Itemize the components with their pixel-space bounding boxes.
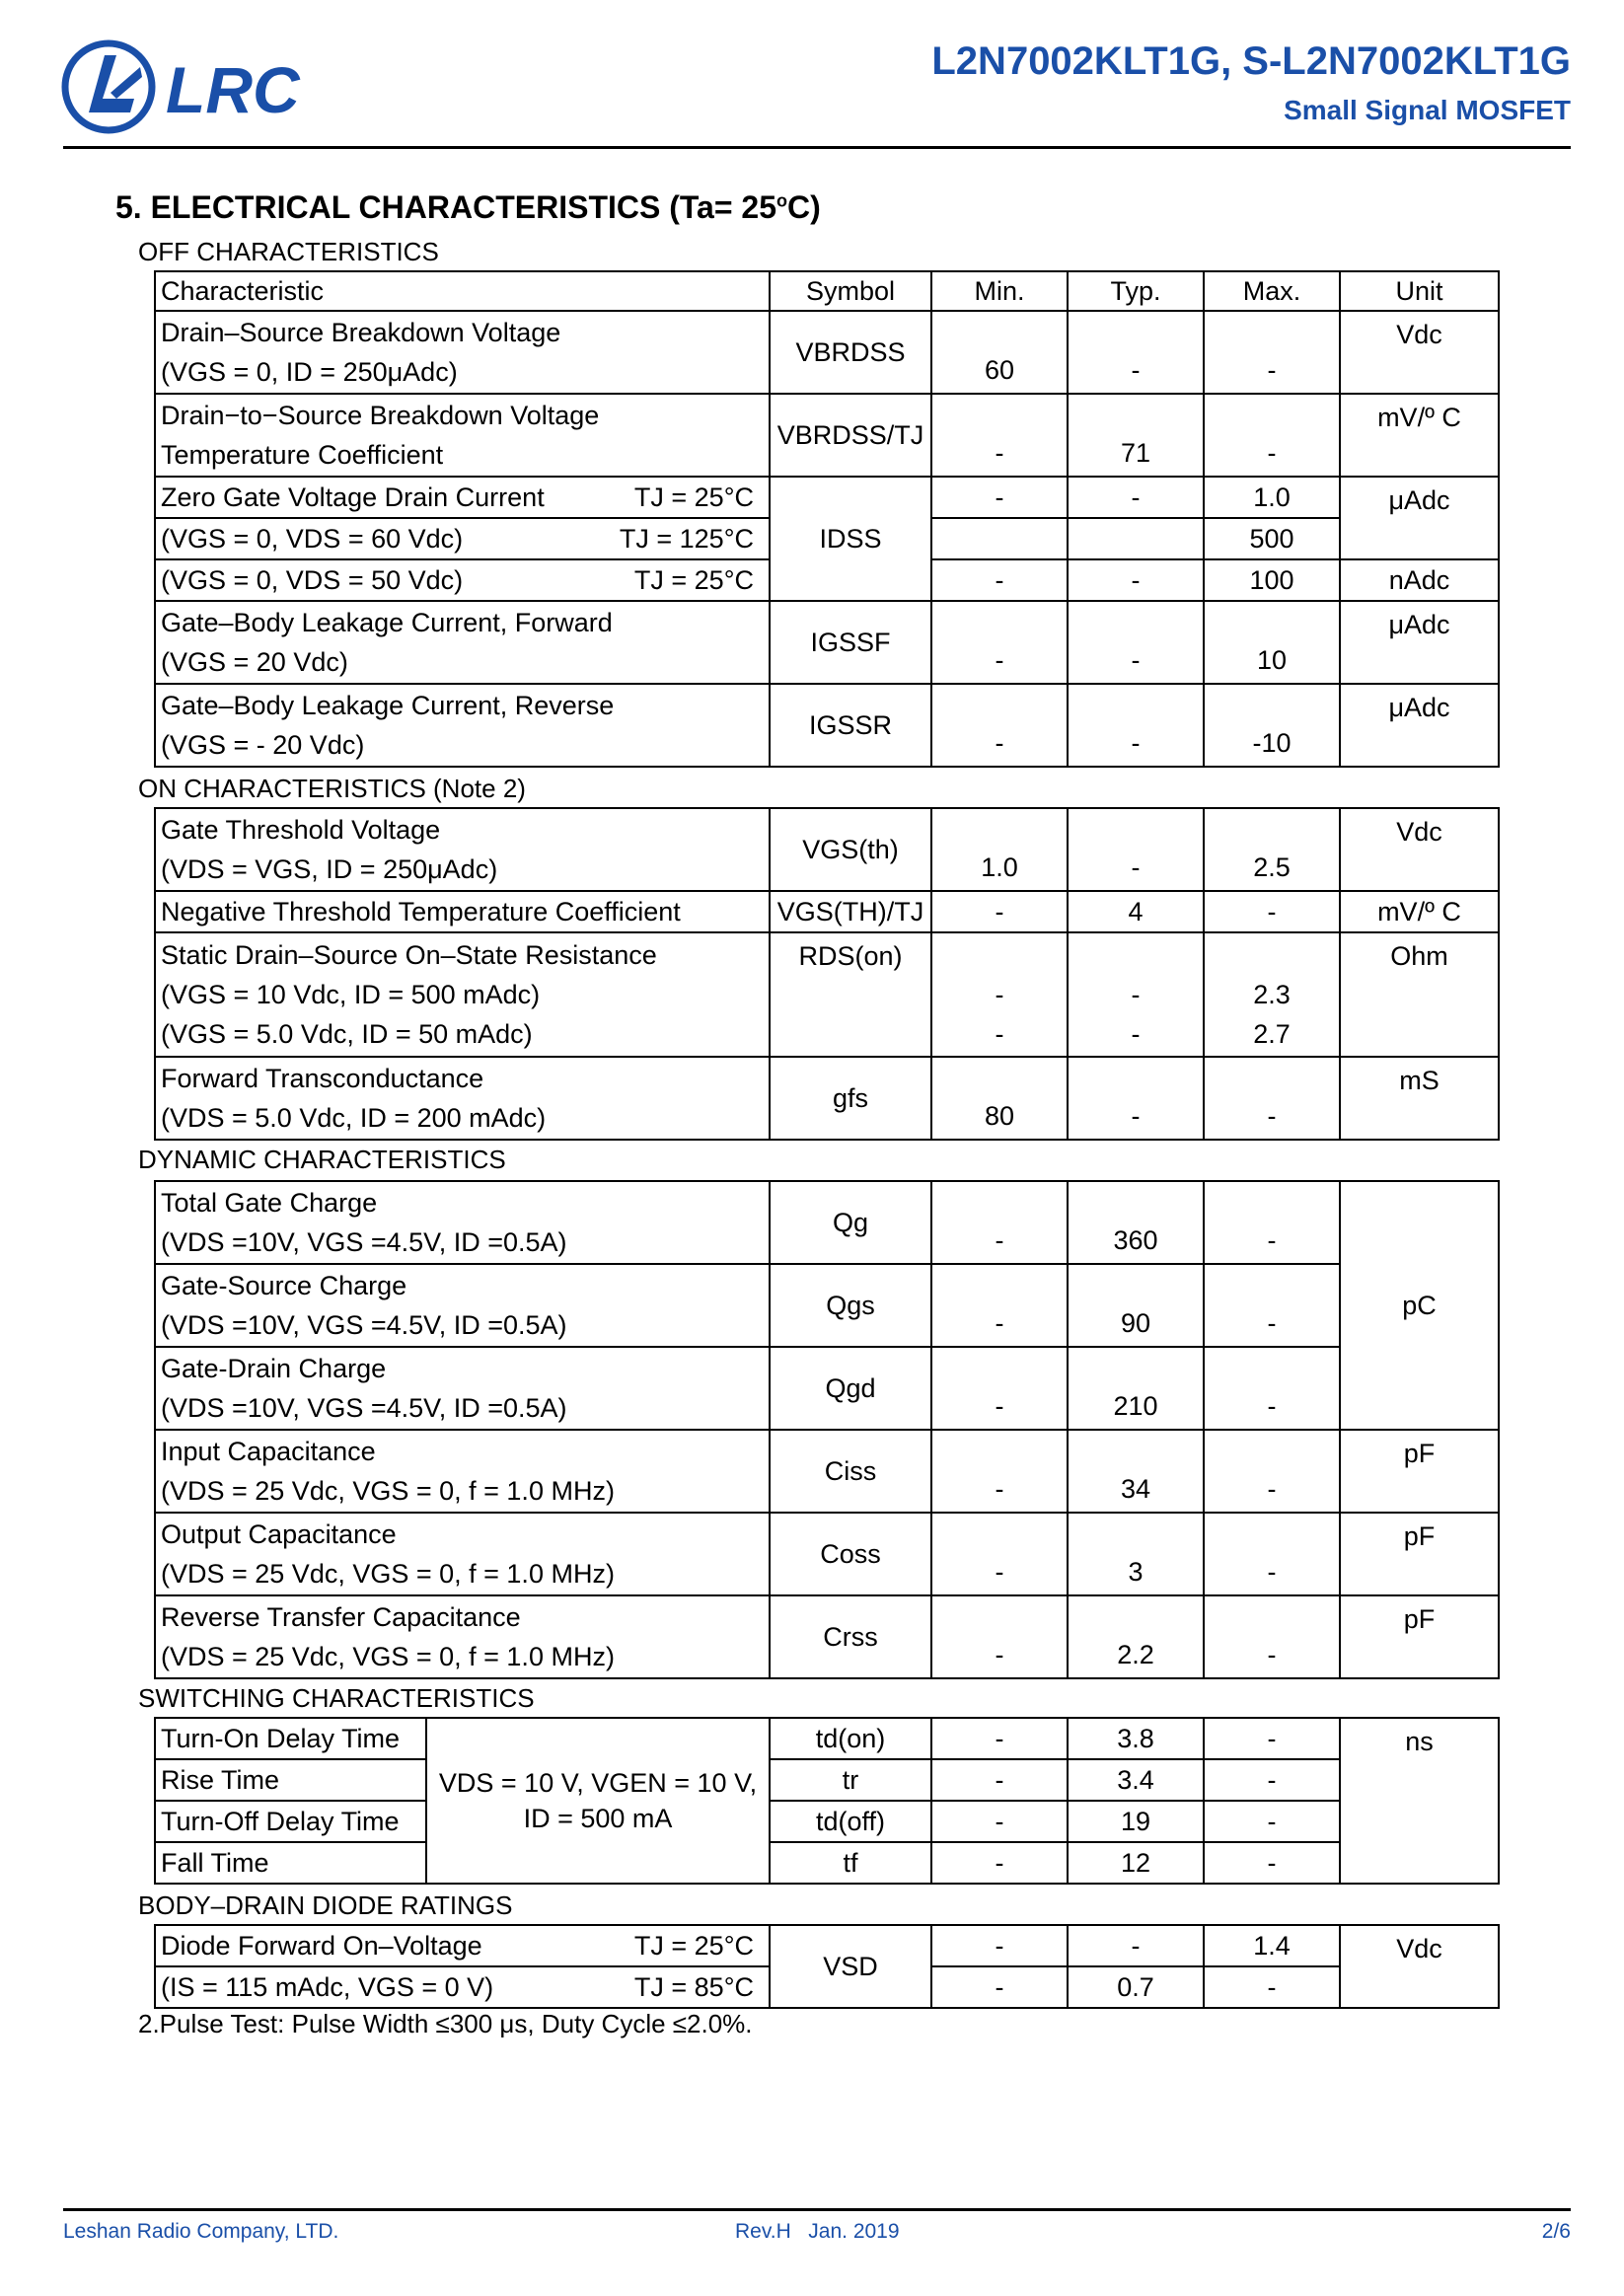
min-cell: - [931,1801,1068,1842]
max-cell: 2.3 2.7 [1204,932,1340,1057]
min-cell: - [931,1595,1068,1678]
max-cell: 1.0 [1204,477,1340,518]
col-header-typ: Typ. [1068,271,1204,311]
symbol-cell: td(off) [770,1801,931,1842]
symbol-cell: VGS(th) [770,808,931,891]
min-cell: 80 [931,1057,1068,1140]
symbol-cell: RDS(on) [770,932,931,1057]
characteristic-cell: Gate Threshold Voltage (VDS = VGS, ID = 250μAdc) [155,808,770,891]
table-row [155,1057,1499,1140]
footer-company: Leshan Radio Company, LTD. [63,2220,339,2243]
part-number-title: L2N7002KLT1G, S-L2N7002KLT1G [931,39,1571,83]
dynamic-characteristics-table [154,1180,1500,1679]
symbol-cell: VBRDSS [770,311,931,394]
typ-cell: 2.2 [1068,1595,1204,1678]
col-header-min: Min. [931,271,1068,311]
characteristic-cell: Static Drain–Source On–State Resistance (VGS = 10 Vdc, ID = 500 mAdc) (VGS = 5.0 Vdc, ID = 50 mAdc) [155,932,770,1057]
table-row [155,1718,1499,1759]
typ-cell: 12 [1068,1842,1204,1884]
max-cell: -10 [1204,684,1340,767]
characteristic-cell: Turn-Off Delay Time [155,1801,426,1842]
characteristic-cell: Zero Gate Voltage Drain Current TJ = 25°C [155,477,770,518]
typ-cell: 4 [1068,891,1204,932]
unit-cell: μAdc [1340,601,1499,684]
min-cell: - - [931,932,1068,1057]
max-cell: - [1204,1264,1340,1347]
symbol-cell: gfs [770,1057,931,1140]
characteristic-cell: Total Gate Charge (VDS =10V, VGS =4.5V, ID =0.5A) [155,1181,770,1264]
off-characteristics-table [154,270,1500,768]
typ-cell: 3 [1068,1513,1204,1595]
col-header-characteristic: Characteristic [155,271,770,311]
typ-cell: - [1068,1925,1204,1966]
unit-cell: pF [1340,1595,1499,1678]
table-row [155,808,1499,891]
table-row [155,1759,1499,1801]
pulse-test-note: 2.Pulse Test: Pulse Width ≤300 μs, Duty Cycle ≤2.0%. [138,2009,753,2038]
characteristic-cell: Output Capacitance (VDS = 25 Vdc, VGS = 0, f = 1.0 MHz) [155,1513,770,1595]
min-cell: - [931,1264,1068,1347]
min-cell: - [931,1181,1068,1264]
header-divider [63,146,1571,149]
table-row [155,1842,1499,1884]
group-label-diode: BODY–DRAIN DIODE RATINGS [138,1890,513,1920]
logo-text: LRC [166,53,300,126]
characteristic-cell: Gate–Body Leakage Current, Reverse (VGS = - 20 Vdc) [155,684,770,767]
unit-cell: Ohm [1340,932,1499,1057]
part-subtitle: Small Signal MOSFET [1284,95,1571,125]
symbol-cell: Qg [770,1181,931,1264]
characteristic-cell: Gate–Body Leakage Current, Forward (VGS = 20 Vdc) [155,601,770,684]
characteristic-cell: Reverse Transfer Capacitance (VDS = 25 Vdc, VGS = 0, f = 1.0 MHz) [155,1595,770,1678]
table-row [155,1925,1499,1966]
min-cell: 1.0 [931,808,1068,891]
max-cell: - [1204,311,1340,394]
symbol-cell: Crss [770,1595,931,1678]
symbol-cell: td(on) [770,1718,931,1759]
typ-cell: 210 [1068,1347,1204,1430]
characteristic-cell: (VGS = 0, VDS = 50 Vdc) TJ = 25°C [155,559,770,601]
min-cell: - [931,1430,1068,1513]
max-cell: - [1204,1842,1340,1884]
max-cell: - [1204,1801,1340,1842]
characteristic-cell: Drain–Source Breakdown Voltage (VGS = 0, ID = 250μAdc) [155,311,770,394]
col-header-unit: Unit [1340,271,1499,311]
symbol-cell: tr [770,1759,931,1801]
typ-cell: 3.4 [1068,1759,1204,1801]
typ-cell [1068,518,1204,559]
min-cell: - [931,684,1068,767]
typ-cell: 71 [1068,394,1204,477]
max-cell: - [1204,1595,1340,1678]
typ-cell: 3.8 [1068,1718,1204,1759]
characteristic-cell: (IS = 115 mAdc, VGS = 0 V) TJ = 85°C [155,1966,770,2008]
min-cell: - [931,1925,1068,1966]
min-cell: - [931,559,1068,601]
max-cell: - [1204,891,1340,932]
min-cell [931,518,1068,559]
table-row [155,477,1499,518]
typ-cell: - [1068,601,1204,684]
symbol-cell: VGS(TH)/TJ [770,891,931,932]
switching-characteristics-table [154,1717,1500,1885]
characteristic-cell: Input Capacitance (VDS = 25 Vdc, VGS = 0, f = 1.0 MHz) [155,1430,770,1513]
typ-cell: - [1068,808,1204,891]
max-cell: - [1204,394,1340,477]
typ-cell: 360 [1068,1181,1204,1264]
typ-cell: - [1068,311,1204,394]
table-row [155,601,1499,684]
symbol-cell: Ciss [770,1430,931,1513]
min-cell: - [931,477,1068,518]
typ-cell: - [1068,684,1204,767]
unit-cell: pF [1340,1513,1499,1595]
characteristic-cell: Rise Time [155,1759,426,1801]
typ-cell: - - [1068,932,1204,1057]
typ-cell: - [1068,559,1204,601]
table-row [155,932,1499,1057]
table-header-row [155,271,1499,311]
unit-cell: Vdc [1340,1925,1499,2008]
col-header-max: Max. [1204,271,1340,311]
typ-cell: - [1068,1057,1204,1140]
characteristic-cell: Forward Transconductance (VDS = 5.0 Vdc, ID = 200 mAdc) [155,1057,770,1140]
characteristic-cell: Drain−to−Source Breakdown Voltage Temperature Coefficient [155,394,770,477]
table-row [155,1430,1499,1513]
max-cell: - [1204,1347,1340,1430]
on-characteristics-table [154,807,1500,1141]
min-cell: - [931,1842,1068,1884]
max-cell: 500 [1204,518,1340,559]
table-row [155,1264,1499,1347]
symbol-cell: Qgd [770,1347,931,1430]
symbol-cell: IGSSF [770,601,931,684]
characteristic-cell: Gate-Source Charge (VDS =10V, VGS =4.5V, ID =0.5A) [155,1264,770,1347]
unit-cell: μAdc [1340,684,1499,767]
table-row [155,1513,1499,1595]
col-header-symbol: Symbol [770,271,931,311]
footer-revision: Rev.H Jan. 2019 [735,2220,900,2243]
group-label-switching: SWITCHING CHARACTERISTICS [138,1683,535,1713]
unit-cell: mV/º C [1340,891,1499,932]
symbol-cell: tf [770,1842,931,1884]
symbol-cell: VBRDSS/TJ [770,394,931,477]
table-row [155,891,1499,932]
group-label-off: OFF CHARACTERISTICS [138,237,439,266]
unit-cell: pC [1340,1181,1499,1430]
table-row [155,1347,1499,1430]
unit-cell: pF [1340,1430,1499,1513]
unit-cell: Vdc [1340,311,1499,394]
table-row [155,311,1499,394]
unit-cell: ns [1340,1718,1499,1884]
unit-cell: nAdc [1340,559,1499,601]
min-cell: - [931,1718,1068,1759]
page-number: 2/6 [1541,2220,1571,2243]
characteristic-cell: Turn-On Delay Time [155,1718,426,1759]
symbol-cell: VSD [770,1925,931,2008]
typ-cell: 19 [1068,1801,1204,1842]
group-label-on: ON CHARACTERISTICS (Note 2) [138,774,526,803]
characteristic-cell: (VGS = 0, VDS = 60 Vdc) TJ = 125°C [155,518,770,559]
min-cell: - [931,891,1068,932]
table-row [155,1181,1499,1264]
table-row [155,684,1499,767]
unit-cell: mS [1340,1057,1499,1140]
typ-cell: 34 [1068,1430,1204,1513]
table-row [155,1595,1499,1678]
symbol-cell: Coss [770,1513,931,1595]
max-cell: - [1204,1181,1340,1264]
typ-cell: 0.7 [1068,1966,1204,2008]
footer-divider [63,2208,1571,2211]
unit-cell: Vdc [1340,808,1499,891]
company-logo [59,37,316,136]
diode-ratings-table [154,1924,1500,2009]
max-cell: - [1204,1759,1340,1801]
symbol-cell: Qgs [770,1264,931,1347]
table-row [155,394,1499,477]
group-label-dynamic: DYNAMIC CHARACTERISTICS [138,1145,506,1174]
max-cell: - [1204,1966,1340,2008]
min-cell: 60 [931,311,1068,394]
typ-cell: 90 [1068,1264,1204,1347]
symbol-cell: IGSSR [770,684,931,767]
min-cell: - [931,1347,1068,1430]
max-cell: - [1204,1057,1340,1140]
max-cell: 10 [1204,601,1340,684]
max-cell: 2.5 [1204,808,1340,891]
max-cell: - [1204,1718,1340,1759]
max-cell: - [1204,1513,1340,1595]
max-cell: - [1204,1430,1340,1513]
typ-cell: - [1068,477,1204,518]
unit-cell: mV/º C [1340,394,1499,477]
table-row [155,1801,1499,1842]
min-cell: - [931,1759,1068,1801]
symbol-cell: IDSS [770,477,931,601]
characteristic-cell: Gate-Drain Charge (VDS =10V, VGS =4.5V, ID =0.5A) [155,1347,770,1430]
max-cell: 1.4 [1204,1925,1340,1966]
max-cell: 100 [1204,559,1340,601]
characteristic-cell: Negative Threshold Temperature Coefficient [155,891,770,932]
characteristic-cell: Fall Time [155,1842,426,1884]
characteristic-cell: Diode Forward On–Voltage TJ = 25°C [155,1925,770,1966]
min-cell: - [931,1966,1068,2008]
unit-cell: μAdc [1340,477,1499,559]
min-cell: - [931,1513,1068,1595]
test-condition-cell: VDS = 10 V, VGEN = 10 V, ID = 500 mA [426,1718,770,1884]
min-cell: - [931,394,1068,477]
min-cell: - [931,601,1068,684]
section-heading: 5. ELECTRICAL CHARACTERISTICS $(Ta= 25^oC)$ [115,189,821,225]
